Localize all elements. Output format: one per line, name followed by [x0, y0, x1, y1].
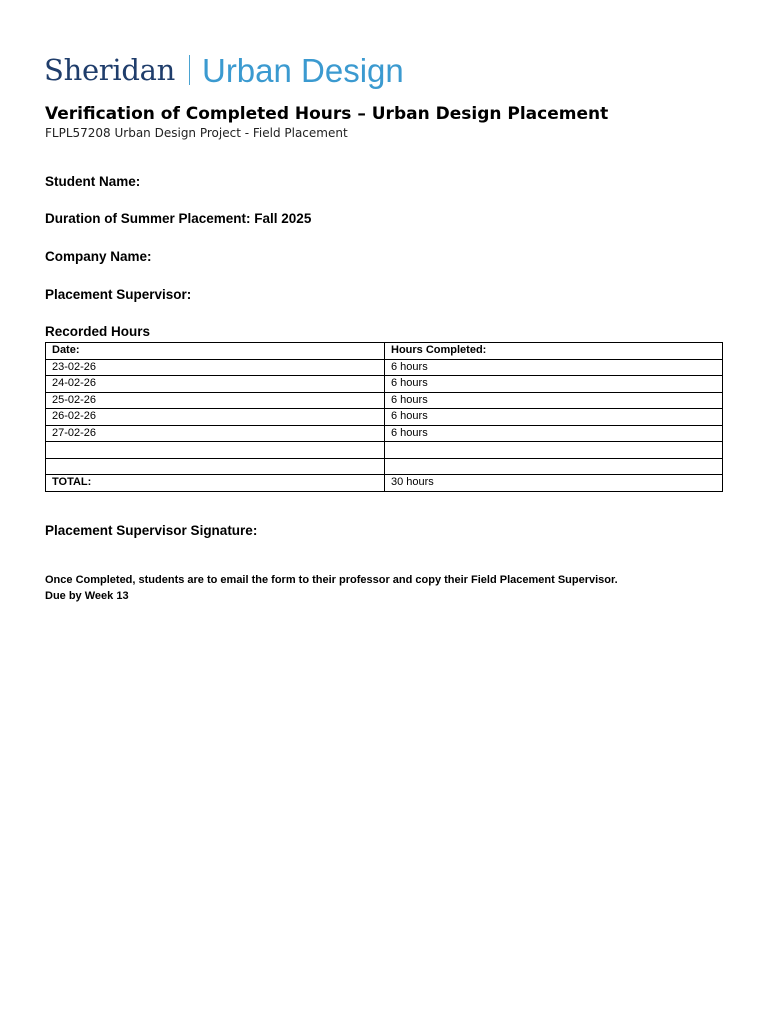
document-title: Verification of Completed Hours – Urban Design Placement	[45, 104, 609, 124]
placement-supervisor-label: Placement Supervisor:	[45, 287, 192, 302]
table-row	[46, 425, 723, 442]
hours-cell	[385, 442, 723, 459]
hours-cell: 6 hours	[385, 359, 723, 376]
student-name-label: Student Name:	[45, 174, 141, 189]
date-column-header: Date:	[46, 343, 385, 360]
recorded-hours-heading: Recorded Hours	[45, 324, 151, 339]
table-row	[46, 359, 723, 376]
company-name-label: Company Name:	[45, 249, 152, 264]
date-cell: 23-02-26	[46, 359, 385, 376]
hours-cell: 6 hours	[385, 425, 723, 442]
submission-instructions: Once Completed, students are to email the form to their professor and copy their Field Placement Supervisor.	[45, 574, 618, 586]
table-row	[46, 409, 723, 426]
hours-cell: 6 hours	[385, 409, 723, 426]
table-row	[46, 392, 723, 409]
table-total-row	[46, 475, 723, 492]
supervisor-signature-label: Placement Supervisor Signature:	[45, 523, 258, 538]
total-label: TOTAL:	[46, 475, 385, 492]
table-header-row	[46, 343, 723, 360]
hours-cell: 6 hours	[385, 376, 723, 393]
logo-divider	[189, 55, 190, 85]
logo-program-text: Urban Design	[201, 51, 404, 89]
recorded-hours-table	[45, 342, 723, 492]
sheridan-logo	[44, 50, 404, 90]
date-cell: 24-02-26	[46, 376, 385, 393]
date-cell: 27-02-26	[46, 425, 385, 442]
due-date-note: Due by Week 13	[45, 590, 129, 602]
hours-cell: 6 hours	[385, 392, 723, 409]
placement-duration-label: Duration of Summer Placement: Fall 2025	[45, 211, 312, 226]
hours-column-header: Hours Completed:	[385, 343, 723, 360]
table-row	[46, 458, 723, 475]
date-cell	[46, 458, 385, 475]
table-row	[46, 376, 723, 393]
table-row	[46, 442, 723, 459]
date-cell	[46, 442, 385, 459]
date-cell: 25-02-26	[46, 392, 385, 409]
logo-brand-text: Sheridan	[44, 52, 175, 87]
hours-cell	[385, 458, 723, 475]
total-value: 30 hours	[385, 475, 723, 492]
date-cell: 26-02-26	[46, 409, 385, 426]
document-subtitle: FLPL57208 Urban Design Project - Field Placement	[45, 126, 348, 140]
